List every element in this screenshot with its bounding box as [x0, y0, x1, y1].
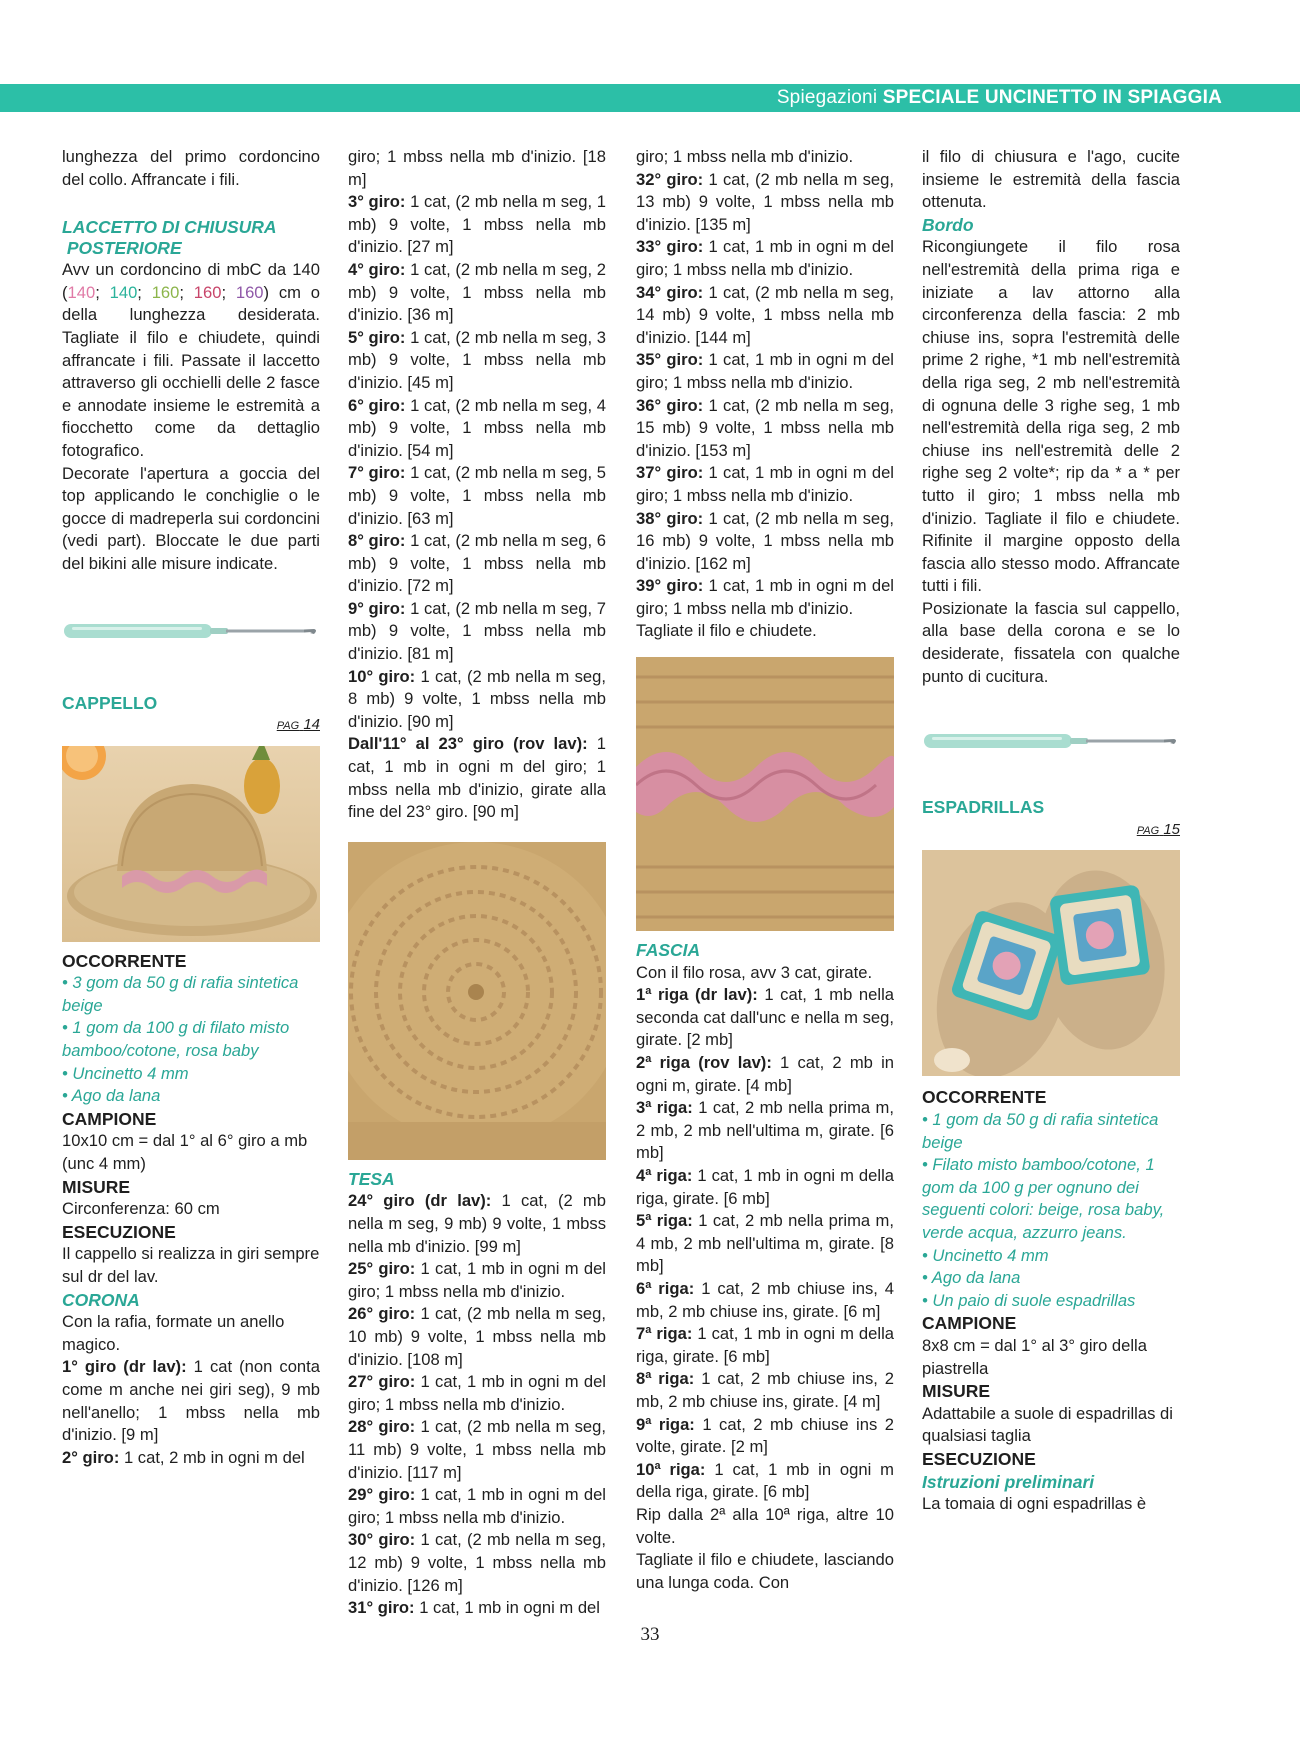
instruction-step: 34° giro: 1 cat, (2 mb nella m seg, 14 mb) 9 volte, 1 mbss nella mb d'inizio. [144 m]	[636, 282, 894, 347]
instruction-step: 25° giro: 1 cat, 1 mb in ogni m del giro; 1 mbss nella mb d'inizio.	[348, 1259, 606, 1301]
esecuzione-title: ESECUZIONE	[922, 1448, 1036, 1469]
instruction-step: 5ª riga: 1 cat, 2 mb nella prima m, 4 mb, 2 mb nell'ultima m, girate. [8 mb]	[636, 1211, 894, 1276]
instruction-step: 30° giro: 1 cat, (2 mb nella m seg, 12 mb) 9 volte, 1 mbss nella mb d'inizio. [126 m]	[348, 1530, 606, 1595]
istruzioni-title: Istruzioni preliminari	[922, 1471, 1095, 1492]
instruction-step: Tagliate il filo e chiudete.	[636, 621, 817, 641]
misure-text: Adattabile a suole di espadrillas di qualsiasi taglia	[922, 1403, 1173, 1446]
fascia-intro: Con il filo rosa, avv 3 cat, girate.	[636, 962, 873, 982]
instruction-step: 26° giro: 1 cat, (2 mb nella m seg, 10 mb) 9 volte, 1 mbss nella mb d'inizio. [108 m]	[348, 1304, 606, 1369]
instruction-step: 6ª riga: 1 cat, 2 mb chiuse ins, 4 mb, 2 mb chiuse ins, girate. [6 m]	[636, 1278, 894, 1321]
raffia-crown-photo	[348, 842, 606, 1160]
instruction-step: 7° giro: 1 cat, (2 mb nella m seg, 5 mb) 9 volte, 1 mbss nella mb d'inizio. [63 m]	[348, 463, 607, 528]
instruction-step: 1° giro (dr lav): 1 cat (non conta come m anche nei giri seg), 9 mb nell'anello; 1 mbss nella mb d'inizio. [9 m]	[62, 1357, 320, 1445]
crochet-hook-divider	[922, 728, 1180, 754]
instruction-step: 29° giro: 1 cat, 1 mb in ogni m del giro; 1 mbss nella mb d'inizio.	[348, 1485, 606, 1527]
instruction-step: 3° giro: 1 cat, (2 mb nella m seg, 1 mb) 9 volte, 1 mbss nella mb d'inizio. [27 m]	[348, 192, 607, 257]
instruction-step: giro; 1 mbss nella mb d'inizio. [18 m]	[348, 147, 606, 189]
instruction-step: 6° giro: 1 cat, (2 mb nella m seg, 4 mb) 9 volte, 1 mbss nella mb d'inizio. [54 m]	[348, 395, 607, 460]
header-bar	[0, 84, 1300, 112]
intro-text: lunghezza del primo cordoncino del collo. Affrancate i fili.	[62, 147, 320, 189]
esecuzione-text: La tomaia di ogni espadrillas è	[922, 1494, 1147, 1514]
instruction-step: 32° giro: 1 cat, (2 mb nella m seg, 13 mb) 9 volte, 1 mbss nella mb d'inizio. [135 m]	[636, 169, 894, 234]
material-item: • Uncinetto 4 mm	[922, 1245, 1049, 1265]
instruction-step: 7ª riga: 1 cat, 1 mb in ogni m della riga, girate. [6 mb]	[636, 1324, 894, 1366]
bordo-text: Ricongiungete il filo rosa nell'estremità della prima riga e iniziate a lav attorno alla circonferenza della fascia: 2 mb chiuse ins, sopra l'estremità delle prime 2 righe, *1 mb nell'estremità della riga seg, 2 mb nell'estremità di ognuna delle 3 righe seg, 1 mb nell'estremità della riga seg, 2 mb chiuse ins nell'estremità delle 2 righe seg 2 volte*; rip da * a * per tutto il giro; 1 mbss nella mb d'inizio. Tagliate il filo e chiudete. Rifinite il margine opposto della fascia allo stesso modo. Affrancate tutti i fili.	[922, 237, 1180, 596]
material-item: • Uncinetto 4 mm	[62, 1063, 189, 1083]
instruction-step: 35° giro: 1 cat, 1 mb in ogni m del giro; 1 mbss nella mb d'inizio.	[636, 350, 894, 392]
cappello-title: CAPPELLO	[62, 692, 158, 713]
posizionate-text: Posizionate la fascia sul cappello, alla base della corona e se lo desiderate, fissatela con qualche punto di cucitura.	[922, 598, 1180, 686]
size-5: 160	[235, 282, 264, 302]
instruction-step: 39° giro: 1 cat, 1 mb in ogni m del giro; 1 mbss nella mb d'inizio.	[636, 576, 894, 618]
material-item: • 3 gom da 50 g di rafia sintetica beige	[62, 973, 299, 1015]
material-item: • Filato misto bamboo/cotone, 1 gom da 100 g per ognuno dei seguenti colori: beige, rosa baby, verde acqua, azzurro jeans.	[922, 1155, 1165, 1242]
pink-band-photo	[636, 657, 894, 931]
fascia-title: FASCIA	[636, 940, 701, 961]
occorrente-title: OCCORRENTE	[922, 1087, 1047, 1108]
instruction-step: 2ª riga (rov lav): 1 cat, 2 mb in ogni m, girate. [4 mb]	[636, 1053, 894, 1095]
corona-title: CORONA	[62, 1289, 140, 1310]
material-item: • Ago da lana	[922, 1268, 1021, 1288]
page-reference: PAG 15	[1136, 820, 1180, 838]
instruction-step: 33° giro: 1 cat, 1 mb in ogni m del giro; 1 mbss nella mb d'inizio.	[636, 237, 894, 279]
instruction-step: 36° giro: 1 cat, (2 mb nella m seg, 15 mb) 9 volte, 1 mbss nella mb d'inizio. [153 m]	[636, 395, 894, 460]
instruction-step: 8ª riga: 1 cat, 2 mb chiuse ins, 2 mb, 2 mb chiuse ins, girate. [4 m]	[636, 1369, 894, 1411]
material-item: • 1 gom da 100 g di filato misto bamboo/cotone, rosa baby	[62, 1018, 290, 1061]
header-prefix: Spiegazioni	[776, 87, 878, 108]
instruction-step: 10° giro: 1 cat, (2 mb nella m seg, 8 mb) 9 volte, 1 mbss nella mb d'inizio. [90 m]	[348, 666, 606, 731]
instruction-step: 5° giro: 1 cat, (2 mb nella m seg, 3 mb) 9 volte, 1 mbss nella mb d'inizio. [45 m]	[348, 327, 607, 392]
instruction-step: 38° giro: 1 cat, (2 mb nella m seg, 16 mb) 9 volte, 1 mbss nella mb d'inizio. [162 m]	[636, 508, 894, 573]
instruction-step: 9° giro: 1 cat, (2 mb nella m seg, 7 mb) 9 volte, 1 mbss nella mb d'inizio. [81 m]	[348, 598, 607, 664]
instruction-step: 10ª riga: 1 cat, 1 mb in ogni m della riga, girate. [6 mb]	[636, 1459, 895, 1502]
misure-text: Circonferenza: 60 cm	[62, 1199, 220, 1219]
instruction-step: 8° giro: 1 cat, (2 mb nella m seg, 6 mb) 9 volte, 1 mbss nella mb d'inizio. [72 m]	[348, 531, 607, 596]
instruction-step: 4° giro: 1 cat, (2 mb nella m seg, 2 mb) 9 volte, 1 mbss nella mb d'inizio. [36 m]	[348, 259, 607, 325]
size-3: 160	[151, 282, 180, 302]
size-4: 160	[193, 282, 222, 302]
column-4	[922, 146, 1180, 1516]
size-2: 140	[109, 282, 138, 302]
instruction-step: 2° giro: 1 cat, 2 mb in ogni m del	[62, 1447, 305, 1467]
column-3	[636, 146, 894, 1594]
instruction-step: 27° giro: 1 cat, 1 mb in ogni m del giro; 1 mbss nella mb d'inizio.	[348, 1372, 606, 1414]
instruction-step: 3ª riga: 1 cat, 2 mb nella prima m, 2 mb, 2 mb nell'ultima m, girate. [6 mb]	[636, 1098, 894, 1163]
instruction-step: 9ª riga: 1 cat, 2 mb chiuse ins 2 volte, girate. [2 m]	[636, 1414, 894, 1457]
header-title	[777, 84, 1222, 112]
intro-text: il filo di chiusura e l'ago, cucite insieme le estremità della fascia ottenuta.	[922, 147, 1180, 212]
campione-text: 10x10 cm = dal 1° al 6° giro a mb (unc 4 mm)	[62, 1131, 308, 1174]
laccetto-title	[62, 217, 320, 259]
espadrillas-title: ESPADRILLAS	[922, 797, 1045, 818]
tesa-title: TESA	[348, 1168, 395, 1189]
column-2	[348, 146, 606, 1620]
campione-title: CAMPIONE	[62, 1108, 157, 1129]
laccetto-title-line1: LACCETTO DI CHIUSURA	[62, 217, 277, 238]
esecuzione-text: Il cappello si realizza in giri sempre sul dr del lav.	[62, 1244, 320, 1286]
instruction-step: giro; 1 mbss nella mb d'inizio.	[636, 147, 854, 166]
decorate-text: Decorate l'apertura a goccia del top applicando le conchiglie o le gocce di madreperla sui cordoncini (vedi part). Bloccate le due parti del bikini alle misure indicate.	[62, 463, 320, 573]
instruction-step: 28° giro: 1 cat, (2 mb nella m seg, 11 mb) 9 volte, 1 mbss nella mb d'inizio. [117 m]	[348, 1417, 606, 1482]
hat-photo	[62, 746, 320, 942]
instruction-step: 37° giro: 1 cat, 1 mb in ogni m del giro; 1 mbss nella mb d'inizio.	[636, 463, 894, 505]
material-item: • Ago da lana	[62, 1086, 161, 1106]
laccetto-text: Avv un cordoncino di mbC da 140 (140; 140; 160; 160; 160) cm o della lunghezza desiderata. Tagliate il filo e chiudete, quindi affrancate i fili. Passate il laccetto attraverso gli occhielli delle 2 fasce e annodate insieme le estremità a fiocchetto come da dettaglio fotografico.	[62, 260, 320, 460]
occorrente-title: OCCORRENTE	[62, 950, 187, 971]
tail-text: Tagliate il filo e chiudete, lasciando una lunga coda. Con	[636, 1550, 894, 1592]
campione-text: 8x8 cm = dal 1° al 3° giro della piastrella	[922, 1335, 1147, 1378]
header-section-title: SPECIALE UNCINETTO IN SPIAGGIA	[882, 87, 1222, 108]
laccetto-title-line2: POSTERIORE	[66, 238, 182, 259]
rip-text: Rip dalla 2ª alla 10ª riga, altre 10 volte.	[636, 1504, 894, 1547]
misure-title: MISURE	[922, 1381, 991, 1402]
page-number: 33	[640, 1624, 660, 1645]
espadrillas-photo	[922, 850, 1180, 1076]
size-1: 140	[67, 282, 96, 302]
instruction-step: 24° giro (dr lav): 1 cat, (2 mb nella m seg, 9 mb) 9 volte, 1 mbss nella mb d'inizio. [99 m]	[348, 1191, 606, 1256]
column-1	[62, 146, 320, 1469]
misure-title: MISURE	[62, 1176, 131, 1197]
material-item: • 1 gom da 50 g di rafia sintetica beige	[922, 1110, 1159, 1152]
instruction-step: 4ª riga: 1 cat, 1 mb in ogni m della riga, girate. [6 mb]	[636, 1166, 894, 1208]
instruction-step: Dall'11° al 23° giro (rov lav): 1 cat, 1 mb in ogni m del giro; 1 mbss nella mb d'inizio, girate alla fine del 23° giro. [90 m]	[348, 734, 606, 822]
crochet-hook-divider	[62, 618, 320, 644]
esecuzione-title: ESECUZIONE	[62, 1221, 176, 1242]
instruction-step: 1ª riga (dr lav): 1 cat, 1 mb nella seconda cat dall'unc e nella m seg, girate. [2 mb]	[636, 985, 894, 1050]
material-item: • Un paio di suole espadrillas	[922, 1290, 1136, 1310]
page-reference: PAG 14	[276, 716, 320, 734]
campione-title: CAMPIONE	[922, 1313, 1017, 1334]
corona-text: Con la rafia, formate un anello magico.	[62, 1312, 285, 1354]
bordo-title: Bordo	[922, 214, 974, 235]
instruction-step: 31° giro: 1 cat, 1 mb in ogni m del	[348, 1598, 600, 1618]
